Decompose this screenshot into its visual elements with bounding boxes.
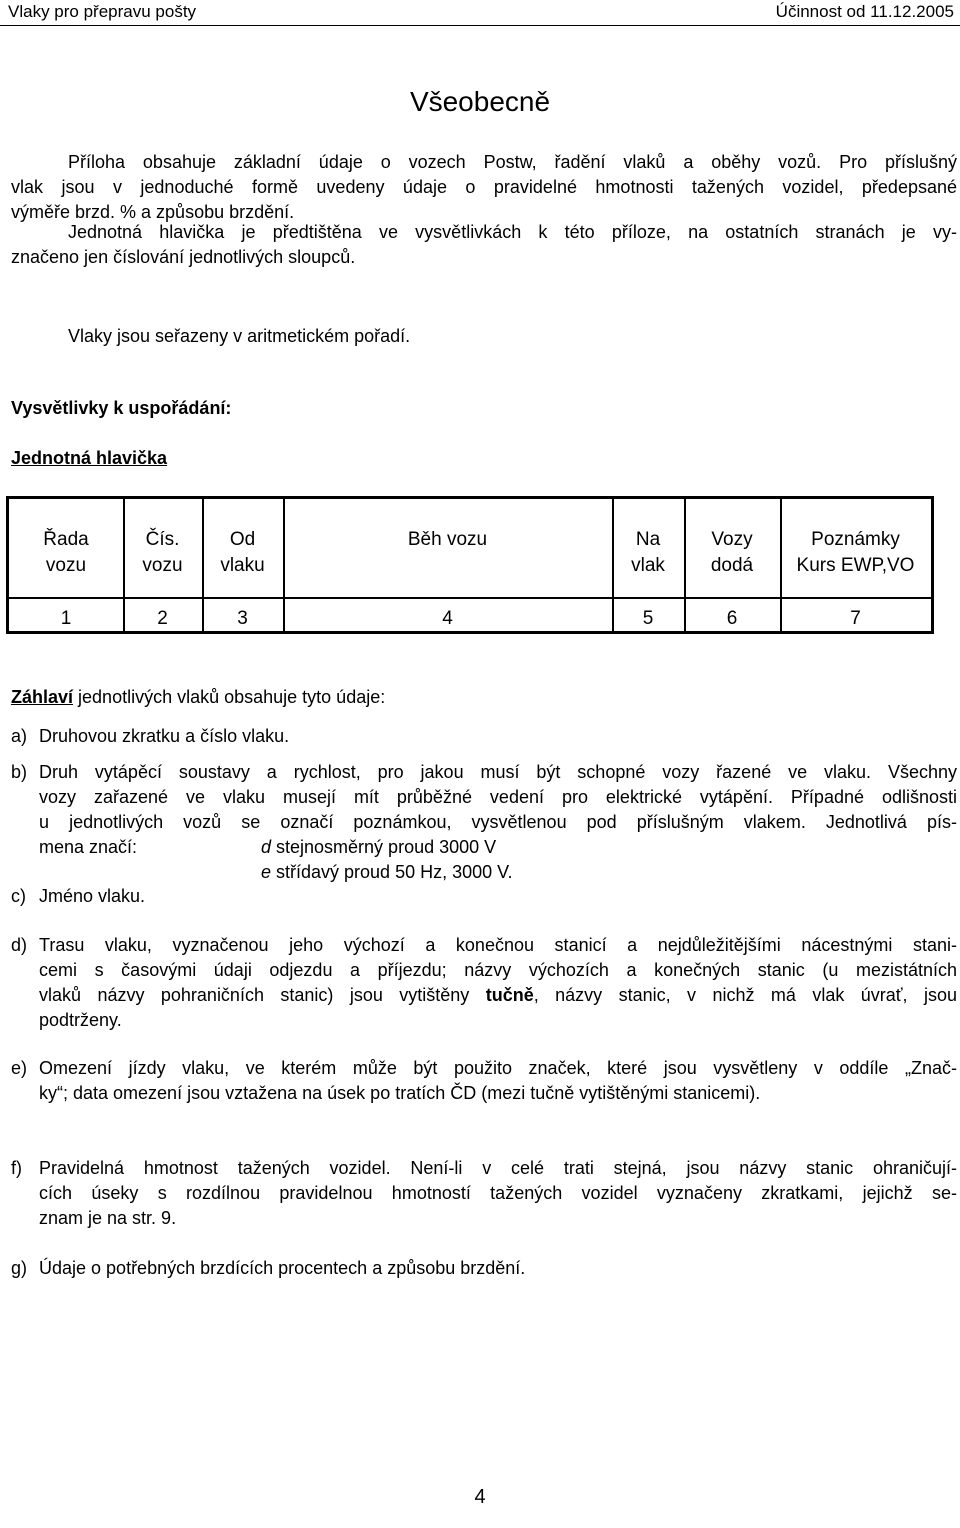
column-header-3 [202,527,283,579]
list-item-g [11,1256,957,1281]
column-number-7: 7 [850,608,861,629]
list-item-d [11,933,957,1033]
header-line: Kurs EWP,VO [796,555,915,576]
text-line: Údaje o potřebných brzdících procentech a způsobu brzdění. [39,1258,526,1278]
header-line: Od [229,529,256,550]
text-line: Druhovou zkratku a číslo vlaku. [39,726,290,746]
item-label: a) [11,726,28,746]
header-line: Poznámky [811,529,900,550]
header-line: Řada [43,529,89,550]
header-line: vozu [142,555,183,576]
header-line: vozu [45,555,87,576]
column-header-4 [283,527,612,553]
running-header-left: Vlaky pro přepravu pošty [8,2,197,21]
text-line: Druh vytápěcí soustavy a rychlost, pro jakou musí být schopné vozy řazené ve vlaku. Všechny [39,762,957,782]
column-header-2 [123,527,202,579]
def-text: stejnosměrný proud 3000 V [271,837,497,857]
running-header-right: Účinnost od 11.12.2005 [775,2,954,21]
intro-paragraph-3 [11,324,957,349]
text-line: podtrženy. [39,1010,122,1030]
column-header-1 [9,527,123,579]
header-line: Vozy [711,529,753,550]
text-line: cemi s časovými údaji odjezdu a příjezdu; názvy výchozích a konečných stanic (u mezistátních [39,960,957,980]
text-line: vozy zařazené ve vlaku musejí mít průběžné vedení pro elektrické vytápění. Případné odlišnosti [39,787,957,807]
intro-paragraph-1 [11,150,957,225]
section-heading: Vysvětlivky k uspořádání: [11,398,232,418]
text-line: výměře brzd. % a způsobu brzdění. [11,202,295,222]
text-line: Omezení jízdy vlaku, ve kterém může být použito značek, které jsou vysvětleny v oddíle „Znač- [39,1058,957,1078]
text-line: Příloha obsahuje základní údaje o vozech Postw, řadění vlaků a oběhy vozů. Pro příslušný [68,152,957,172]
zahlavi-rest: jednotlivých vlaků obsahuje tyto údaje: [73,687,386,707]
item-label: g) [11,1258,28,1278]
def-text: střídavý proud 50 Hz, 3000 V. [271,862,513,882]
text-line [39,835,957,860]
list-item-a [11,724,957,749]
text-line: Jednotná hlavička je předtištěna ve vysvětlivkách k této příloze, na ostatních stranách je vy- [68,222,957,242]
text-line: Vlaky jsou seřazeny v aritmetickém pořadí. [68,326,411,346]
header-line: vlaku [220,555,265,576]
def-prefix: mena značí: [39,837,138,857]
text-line: u jednotlivých vozů se označí poznámkou, vysvětlenou pod příslušným vlakem. Jednotlivá pís- [39,812,957,832]
page-number: 4 [474,1486,486,1508]
text-line [39,983,957,1008]
header-line: Běh vozu [407,529,488,550]
column-header-6 [684,527,780,579]
text-line: Trasu vlaku, vyznačenou jeho výchozí a konečnou stanicí a nejdůležitějšími nácestnými stani- [39,935,957,955]
text-run: , názvy stanic, v nichž má vlak úvrať, jsou [533,985,957,1005]
item-label: d) [11,935,28,955]
item-label: e) [11,1058,28,1078]
column-number-1: 1 [60,608,72,629]
text-line: ky“; data omezení jsou vztažena na úsek po tratích ČD (mezi tučně vytištěnými stanicemi). [39,1083,761,1103]
column-header-7 [780,527,931,579]
text-line: znam je na str. 9. [39,1208,177,1228]
item-label: b) [11,762,28,782]
text-line: cích úseky s rozdílnou pravidelnou hmotností tažených vozidel vyznačeny zkratkami, jejichž se- [39,1183,957,1203]
text-line: Jméno vlaku. [39,886,146,906]
column-header-5 [612,527,684,579]
list-item-c [11,884,957,909]
list-item-b [11,760,957,885]
column-number-4: 4 [442,608,453,629]
def-letter: d [261,837,272,857]
text-line: vlak jsou v jednoduché formě uvedeny údaje o pravidelné hmotnosti tažených vozidel, předepsané [11,177,957,197]
text-line: Pravidelná hmotnost tažených vozidel. Není-li v celé trati stejná, jsou názvy stanic ohraničují- [39,1158,957,1178]
header-line: dodá [710,555,754,576]
item-label: c) [11,886,26,906]
bold-run: tučně [485,985,534,1005]
row-divider [9,597,931,599]
header-divider [0,25,960,26]
header-line: Na [635,529,661,550]
list-item-e [11,1056,957,1106]
column-number-5: 5 [642,608,654,629]
header-line: Čís. [145,529,180,550]
column-number-6: 6 [726,608,738,629]
zahlavi-intro [11,687,385,708]
column-number-3: 3 [237,608,248,629]
text-line: značeno jen číslování jednotlivých sloupců. [11,247,356,267]
zahlavi-term: Záhlaví [11,687,74,707]
list-item-f [11,1156,957,1231]
column-number-2: 2 [157,608,168,629]
text-run: vlaků názvy pohraničních stanic) jsou vytištěny [39,985,486,1005]
header-line: vlak [631,555,665,576]
text-line [39,860,957,885]
intro-paragraph-2 [11,220,957,270]
subheading: Jednotná hlavička [11,448,168,468]
item-label: f) [11,1158,22,1178]
page-title: Všeobecně [409,86,551,117]
def-letter: e [261,862,272,882]
header-table [6,496,934,634]
